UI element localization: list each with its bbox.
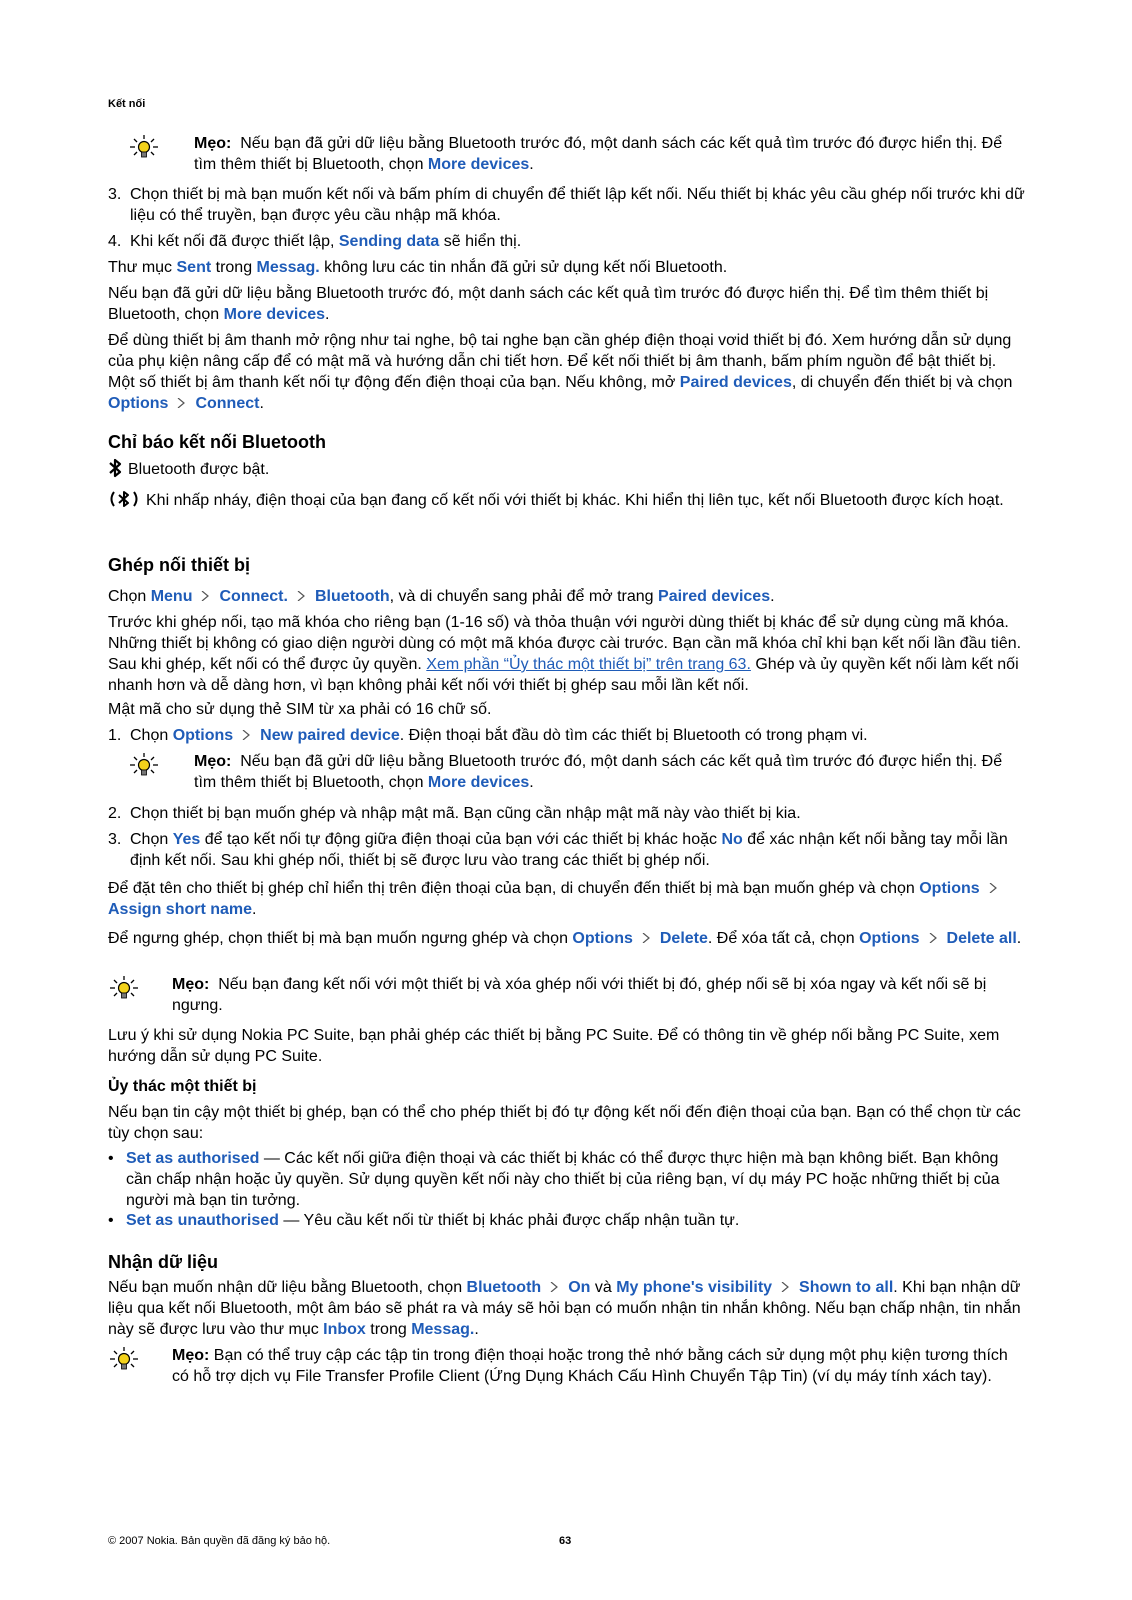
messag-app[interactable]: Messag. [256, 259, 320, 276]
new-paired-device-option[interactable]: New paired device [260, 727, 400, 744]
messag-app[interactable]: Messag. [411, 1321, 475, 1338]
no-option[interactable]: No [721, 831, 743, 848]
bluetooth-app[interactable]: Bluetooth [466, 1279, 542, 1296]
chevron-right-icon [641, 933, 651, 943]
bluetooth-connecting-icon [108, 489, 140, 515]
section-title-pairing: Ghép nối thiết bị [108, 555, 250, 575]
options-menu[interactable]: Options [572, 930, 633, 947]
assign-short-name-option[interactable]: Assign short name [108, 901, 253, 918]
chevron-right-icon [296, 591, 306, 601]
options-menu[interactable]: Options [108, 395, 169, 412]
chevron-right-icon [549, 1282, 559, 1292]
more-devices-option[interactable]: More devices [427, 156, 530, 173]
phone-visibility-setting[interactable]: My phone's visibility [616, 1279, 773, 1296]
cross-reference-link[interactable]: Xem phần “Ủy thác một thiết bị” trên trang 63. [426, 656, 751, 673]
para-receive: Nếu bạn muốn nhận dữ liệu bằng Bluetooth, chọn Bluetooth On và My phone's visibility Shown to all. Khi bạn nhận dữ liệu qua kết nối Bluetooth, một âm báo sẽ phát ra và máy sẽ hỏi bạn có muốn nhận tin nhắn không. Nếu bạn chấp nhận, tin nhắn này sẽ được lưu vào thư mục Inbox trong Messag.. [108, 1279, 1021, 1338]
indicator-on: Bluetooth được bật. [108, 458, 1026, 484]
shown-to-all-option[interactable]: Shown to all [799, 1279, 894, 1296]
tip-label: Mẹo: [194, 135, 232, 152]
chevron-right-icon [176, 398, 186, 408]
chevron-right-icon [928, 933, 938, 943]
page-number: 63 [559, 1535, 572, 1547]
sent-folder[interactable]: Sent [176, 259, 212, 276]
on-option[interactable]: On [568, 1279, 591, 1296]
bluetooth-icon [108, 458, 122, 484]
paired-devices-tab[interactable]: Paired devices [679, 374, 792, 391]
connect-folder[interactable]: Connect. [219, 588, 288, 605]
options-menu[interactable]: Options [919, 880, 980, 897]
para-audio-devices: Để dùng thiết bị âm thanh mở rộng như tai nghe, bộ tai nghe bạn cần ghép điện thoại vơid thiết bị đó. Xem hướng dẫn sử dụng của phụ kiện nâng cấp để có mật mã và hướng dẫn chi tiết hơn. Để kết nối thiết bị âm thanh, bấm phím nguồn để bật thiết bị. Một số thiết bị âm thanh kết nối tự động đến điện thoại của bạn. Nếu không, mở Paired devices, di chuyển đến thiết bị và chọn Options Connect. [108, 332, 1013, 412]
set-as-unauthorised-option[interactable]: Set as unauthorised [126, 1212, 279, 1229]
section-title-indicator: Chỉ báo kết nối Bluetooth [108, 432, 326, 452]
delete-option[interactable]: Delete [659, 930, 708, 947]
chevron-right-icon [241, 730, 251, 740]
set-as-authorised-option[interactable]: Set as authorised [126, 1150, 260, 1167]
footer-copyright: © 2007 Nokia. Bản quyền đã đăng ký bảo hộ. [108, 1535, 331, 1547]
running-header: Kết nối [108, 98, 146, 110]
para-sim-passcode: Mật mã cho sử dụng thẻ SIM từ xa phải có 16 chữ số. [108, 701, 492, 718]
para-trust: Nếu bạn tin cậy một thiết bị ghép, bạn có thể cho phép thiết bị đó tự động kết nối đến điện thoại của bạn. Bạn có thể chọn từ các tùy chọn sau: [108, 1104, 1021, 1142]
options-menu[interactable]: Options [172, 727, 234, 744]
chevron-right-icon [780, 1282, 790, 1292]
lightbulb-icon [108, 1345, 140, 1373]
options-menu[interactable]: Options [859, 930, 920, 947]
para-unpair: Để ngưng ghép, chọn thiết bị mà bạn muốn ngưng ghép và chọn Options Delete. Để xóa tất cả, chọn Options Delete all. [108, 930, 1022, 947]
para-pair-path: Chọn Menu Connect. Bluetooth, và di chuyển sang phải để mở trang Paired devices. [108, 588, 775, 605]
sending-data-label: Sending data [338, 233, 440, 250]
para-pc-suite: Lưu ý khi sử dụng Nokia PC Suite, bạn phải ghép các thiết bị bằng PC Suite. Để có thông tin về ghép nối bằng PC Suite, xem hướng dẫn sử dụng PC Suite. [108, 1027, 1000, 1065]
yes-option[interactable]: Yes [172, 831, 201, 848]
paired-devices-tab[interactable]: Paired devices [658, 588, 771, 605]
para-passcode: Trước khi ghép nối, tạo mã khóa cho riêng bạn (1-16 số) và thỏa thuận với người dùng thiết bị khác để sử dụng cùng mã khóa. Những thiết bị không có giao diện người dùng có một mã khóa được cài trước. Bạn cần mã khóa chỉ khi bạn kết nối lần đầu tiên. Sau khi ghép, kết nối có thể được ủy quyền. Xem phần “Ủy thác một thiết bị” trên trang 63. Ghép và ủy quyền kết nối làm kết nối nhanh hơn và dễ dàng hơn, vì bạn không phải kết nối với thiết bị ghép sau mỗi lần kết nối. [108, 614, 1022, 694]
connect-option[interactable]: Connect [195, 395, 260, 412]
more-devices-option[interactable]: More devices [427, 774, 530, 791]
subsection-title-trust: Ủy thác một thiết bị [108, 1078, 257, 1095]
tip-text: Nếu bạn đã gửi dữ liệu bằng Bluetooth trước đó, một danh sách các kết quả tìm trước đó được hiển thị. Để tìm thêm thiết bị Bluetooth, chọn [194, 135, 1003, 173]
delete-all-option[interactable]: Delete all [946, 930, 1017, 947]
para-sent-folder: Thư mục Sent trong Messag. không lưu các tin nhắn đã gửi sử dụng kết nối Bluetooth. [108, 259, 728, 276]
inbox-folder[interactable]: Inbox [323, 1321, 366, 1338]
indicator-blink: Khi nhấp nháy, điện thoại của bạn đang cố kết nối với thiết bị khác. Khi hiển thị liên tục, kết nối Bluetooth được kích hoạt. [108, 489, 1026, 515]
lightbulb-icon [128, 133, 160, 161]
lightbulb-icon [108, 974, 140, 1002]
lightbulb-icon [128, 751, 160, 779]
menu-key[interactable]: Menu [150, 588, 193, 605]
more-devices-option[interactable]: More devices [223, 306, 326, 323]
section-title-receive: Nhận dữ liệu [108, 1252, 219, 1272]
para-assign-name: Để đặt tên cho thiết bị ghép chỉ hiển thị trên điện thoại của bạn, di chuyển đến thiết bị mà bạn muốn ghép và chọn Options Assign short name. [108, 878, 1026, 920]
chevron-right-icon [988, 883, 998, 893]
para-previous-results: Nếu bạn đã gửi dữ liệu bằng Bluetooth trước đó, một danh sách các kết quả tìm trước đó được hiển thị. Để tìm thêm thiết bị Bluetooth, chọn More devices. [108, 285, 989, 323]
chevron-right-icon [200, 591, 210, 601]
bluetooth-app[interactable]: Bluetooth [314, 588, 390, 605]
